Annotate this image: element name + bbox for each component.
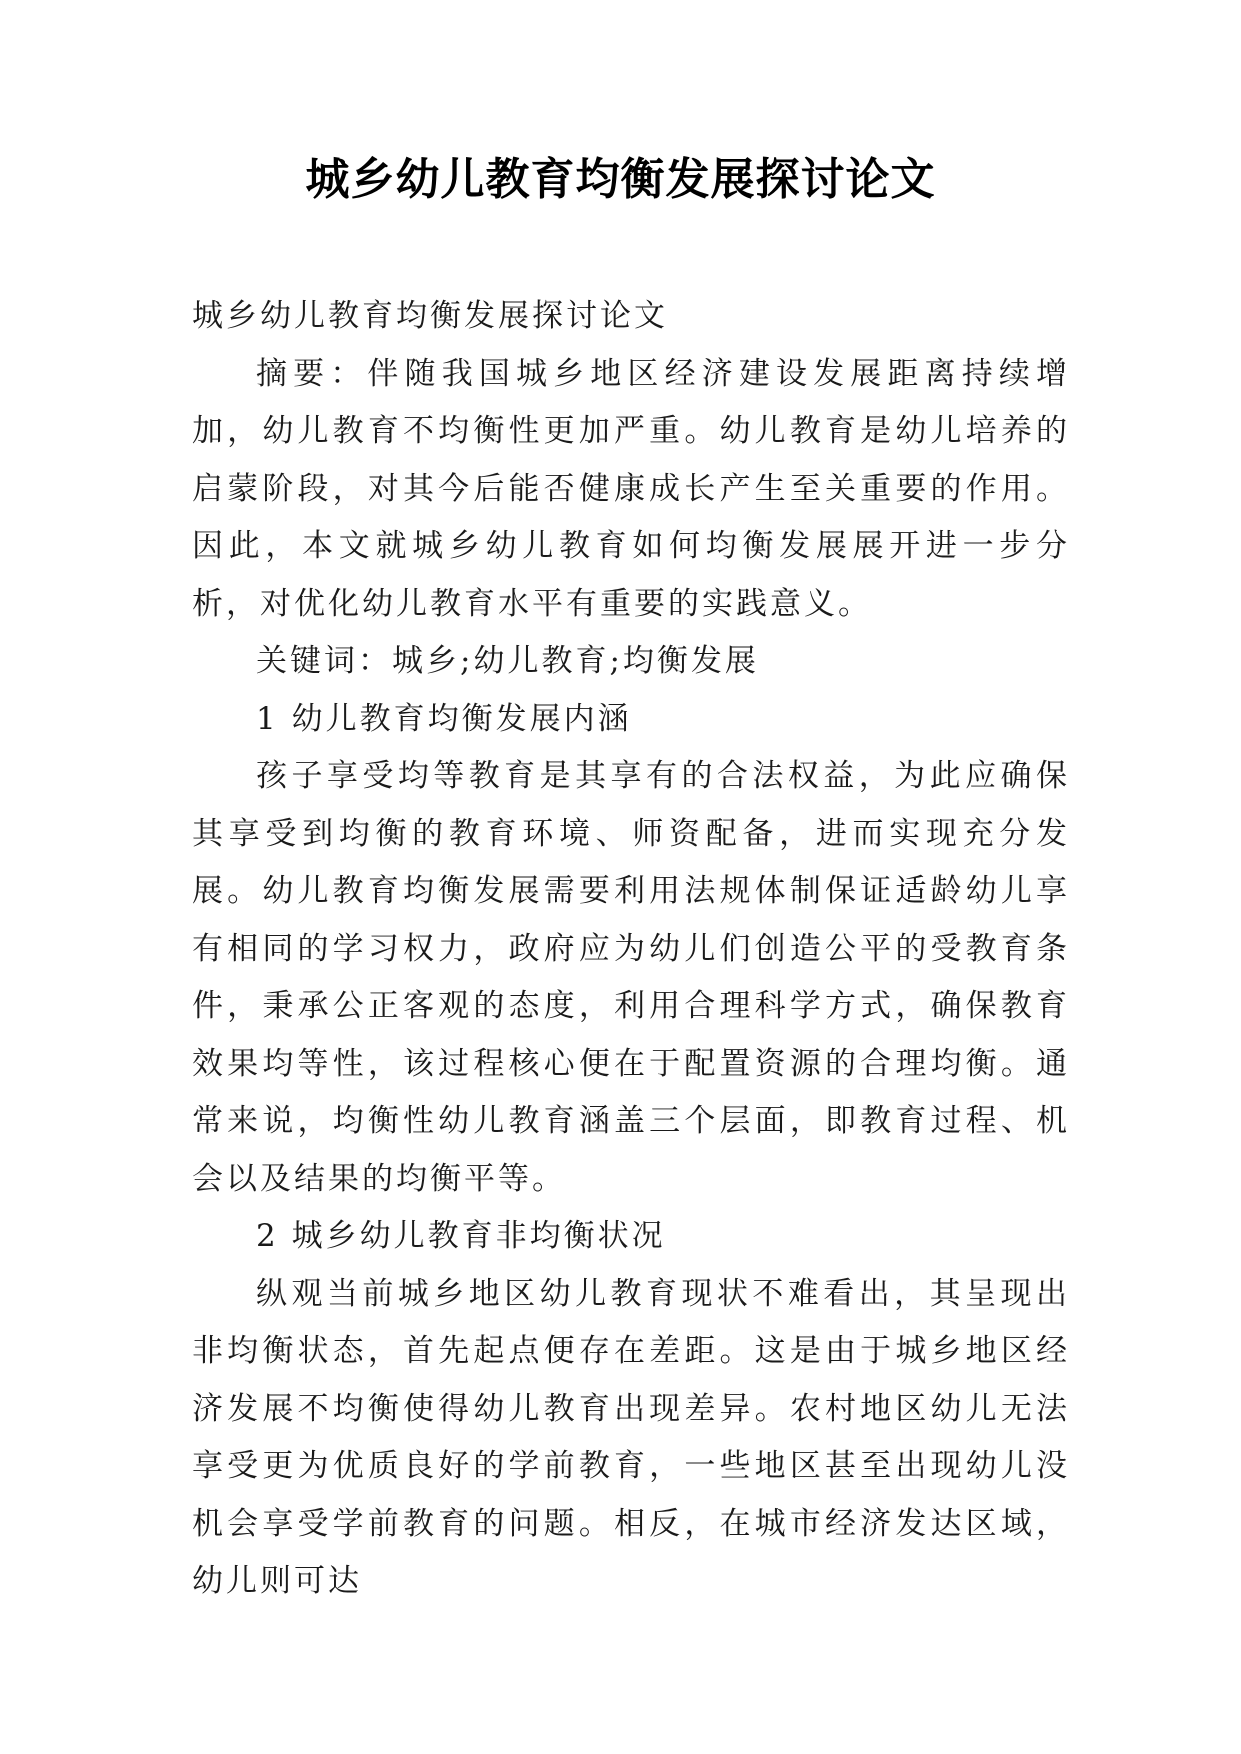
section-heading-2: 2 城乡幼儿教育非均衡状况	[256, 1218, 666, 1254]
paragraph-section-2: 纵观当前城乡地区幼儿教育现状不难看出，其呈现出非均衡状态，首先起点便存在差距。这是由于城乡地区经济发展不均衡使得幼儿教育出现差异。农村地区幼儿无法享受更为优质良好的学前教育，一些地区甚至出现幼儿没机会享受学前教育的问题。相反，在城市经济发达区域，幼儿则可达	[192, 1275, 1070, 1599]
paragraph-abstract: 摘要：伴随我国城乡地区经济建设发展距离持续增加，幼儿教育不均衡性更加严重。幼儿教育是幼儿培养的启蒙阶段，对其今后能否健康成长产生至关重要的作用。因此，本文就城乡幼儿教育如何均衡发展展开进一步分析，对优化幼儿教育水平有重要的实践意义。	[192, 355, 1070, 622]
paragraph-section-1: 孩子享受均等教育是其享有的合法权益，为此应确保其享受到均衡的教育环境、师资配备，进而实现充分发展。幼儿教育均衡发展需要利用法规体制保证适龄幼儿享有相同的学习权力，政府应为幼儿们创造公平的受教育条件，秉承公正客观的态度，利用合理科学方式，确保教育效果均等性，该过程核心便在于配置资源的合理均衡。通常来说，均衡性幼儿教育涵盖三个层面，即教育过程、机会以及结果的均衡平等。	[192, 758, 1070, 1197]
paragraph-heading: 城乡幼儿教育均衡发展探讨论文	[192, 298, 668, 334]
document-title: 城乡幼儿教育均衡发展探讨论文	[305, 154, 936, 205]
document-body	[192, 288, 1070, 1611]
section-heading-1: 1 幼儿教育均衡发展内涵	[256, 700, 632, 737]
paragraph-keywords: 关键词：城乡;幼儿教育;均衡发展	[256, 643, 759, 679]
